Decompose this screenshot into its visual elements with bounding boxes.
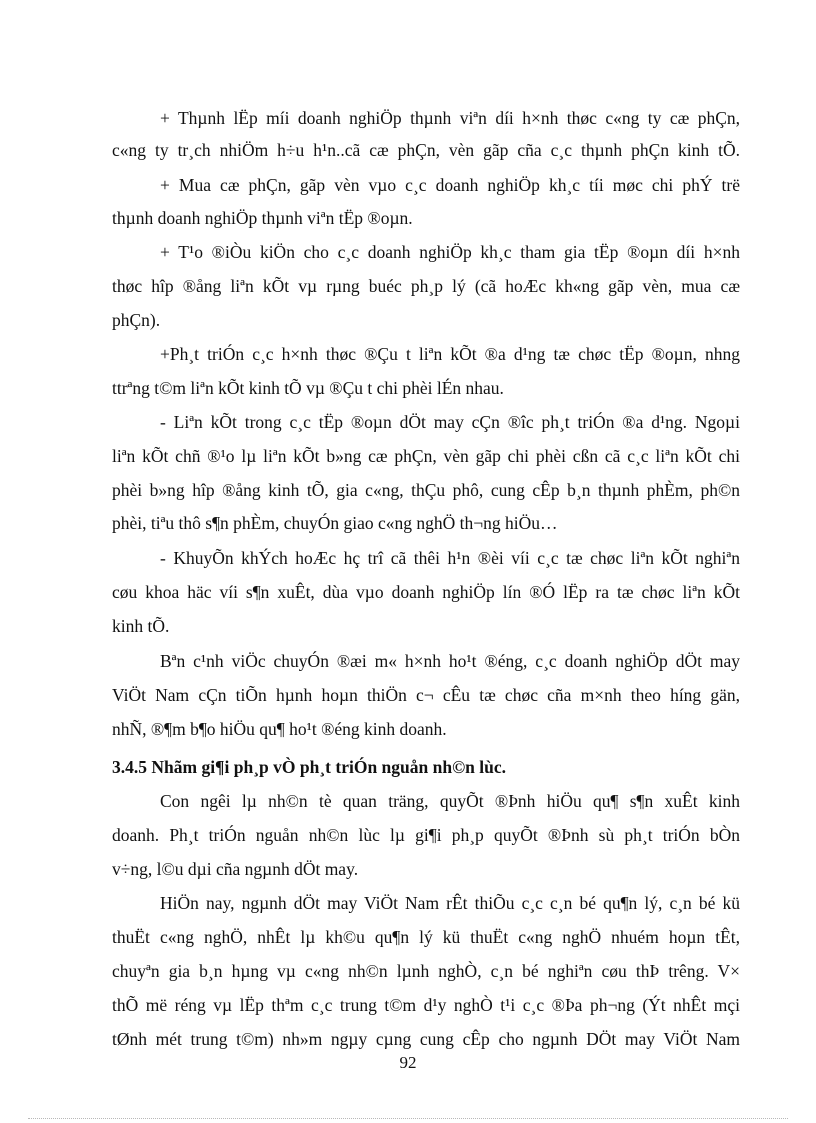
paragraph-line: c«ng ty tr¸ch nhiÖm h÷u h¹n..cã cæ phÇn, vèn gãp cña c¸c thµnh phÇn kinh tÕ. — [112, 140, 740, 160]
section-heading: 3.4.5 Nhãm gi¶i ph¸p vÒ ph¸t triÓn nguån nh©n lùc. — [112, 757, 507, 777]
paragraph-line: phÇn). — [112, 310, 161, 330]
paragraph-line: phèi, tiªu thô s¶n phÈm, chuyÓn giao c«ng nghÖ th¬ng hiÖu… — [112, 513, 558, 533]
paragraph-line: thÕ më réng vµ lËp thªm c¸c trung t©m d¹y nghÒ t¹i c¸c ®Þa ph¬ng (Ýt nhÊt mçi — [112, 995, 740, 1015]
paragraph-line: kinh tÕ. — [112, 616, 170, 636]
paragraph-line: nhÑ, ®¶m b¶o hiÖu qu¶ ho¹t ®éng kinh doanh. — [112, 719, 447, 739]
paragraph-line: thøc hîp ®ång liªn kÕt vµ rµng buéc ph¸p lý (cã hoÆc kh«ng gãp vèn, mua cæ — [112, 276, 740, 296]
paragraph-line: chuyªn gia b¸n hµng vµ c«ng nh©n lµnh nghÒ, c¸n bé nghiªn cøu thÞ trêng. V× — [112, 961, 740, 981]
paragraph-line: v÷ng, l©u dµi cña ngµnh dÖt may. — [112, 859, 359, 879]
paragraph-line: + T¹o ®iÒu kiÖn cho c¸c doanh nghiÖp kh¸c tham gia tËp ®oµn díi h×nh — [160, 242, 740, 262]
paragraph-line: HiÖn nay, ngµnh dÖt may ViÖt Nam rÊt thiÕu c¸c c¸n bé qu¶n lý, c¸n bé kü — [160, 893, 740, 913]
paragraph-line: Bªn c¹nh viÖc chuyÓn ®æi m« h×nh ho¹t ®éng, c¸c doanh nghiÖp dÖt may — [160, 651, 740, 671]
paragraph-line: phèi b»ng hîp ®ång kinh tÕ, gia c«ng, thÇu phô, cung cÊp b¸n thµnh phÈm, ph©n — [112, 480, 740, 500]
paragraph-line: thµnh doanh nghiÖp thµnh viªn tËp ®oµn. — [112, 208, 413, 228]
paragraph-line: cøu khoa häc víi s¶n xuÊt, dùa vµo doanh nghiÖp lín ®Ó lËp ra tæ chøc liªn kÕt — [112, 582, 740, 602]
paragraph-line: Con ngêi lµ nh©n tè quan träng, quyÕt ®Þnh hiÖu qu¶ s¶n xuÊt kinh — [160, 791, 740, 811]
paragraph-line: liªn kÕt chñ ®¹o lµ liªn kÕt b»ng cæ phÇn, vèn gãp chi phèi cßn cã c¸c liªn kÕt chi — [112, 446, 740, 466]
paragraph-line: ViÖt Nam cÇn tiÕn hµnh hoµn thiÖn c¬ cÊu tæ chøc cña m×nh theo híng gän, — [112, 685, 740, 705]
page-number: 92 — [399, 1053, 417, 1072]
paragraph-line: + Thµnh lËp míi doanh nghiÖp thµnh viªn díi h×nh thøc c«ng ty cæ phÇn, — [160, 108, 740, 128]
paragraph-line: + Mua cæ phÇn, gãp vèn vµo c¸c doanh nghiÖp kh¸c tíi møc chi phÝ trë — [160, 175, 740, 195]
page-bottom-border — [28, 1118, 788, 1119]
paragraph-line: - KhuyÕn khÝch hoÆc hç trî cã thêi h¹n ®èi víi c¸c tæ chøc liªn kÕt nghiªn — [160, 548, 740, 568]
paragraph-line: tØnh mét trung t©m) nh»m ngµy cµng cung cÊp cho ngµnh DÖt may ViÖt Nam — [112, 1029, 740, 1049]
paragraph-line: +Ph¸t triÓn c¸c h×nh thøc ®Çu t liªn kÕt ®a d¹ng tæ chøc tËp ®oµn, nhng — [160, 344, 740, 364]
paragraph-line: - Liªn kÕt trong c¸c tËp ®oµn dÖt may cÇn ®îc ph¸t triÓn ®a d¹ng. Ngoµi — [160, 412, 740, 432]
paragraph-line: doanh. Ph¸t triÓn nguån nh©n lùc lµ gi¶i ph¸p quyÕt ®Þnh sù ph¸t triÓn bÒn — [112, 825, 740, 845]
paragraph-line: thuËt c«ng nghÖ, nhÊt lµ kh©u qu¶n lý kü thuËt c«ng nghÖ nhuém hoµn tÊt, — [112, 927, 740, 947]
paragraph-line: ttrªng t©m liªn kÕt kinh tÕ vµ ®Çu t chi phèi lÉn nhau. — [112, 378, 504, 398]
